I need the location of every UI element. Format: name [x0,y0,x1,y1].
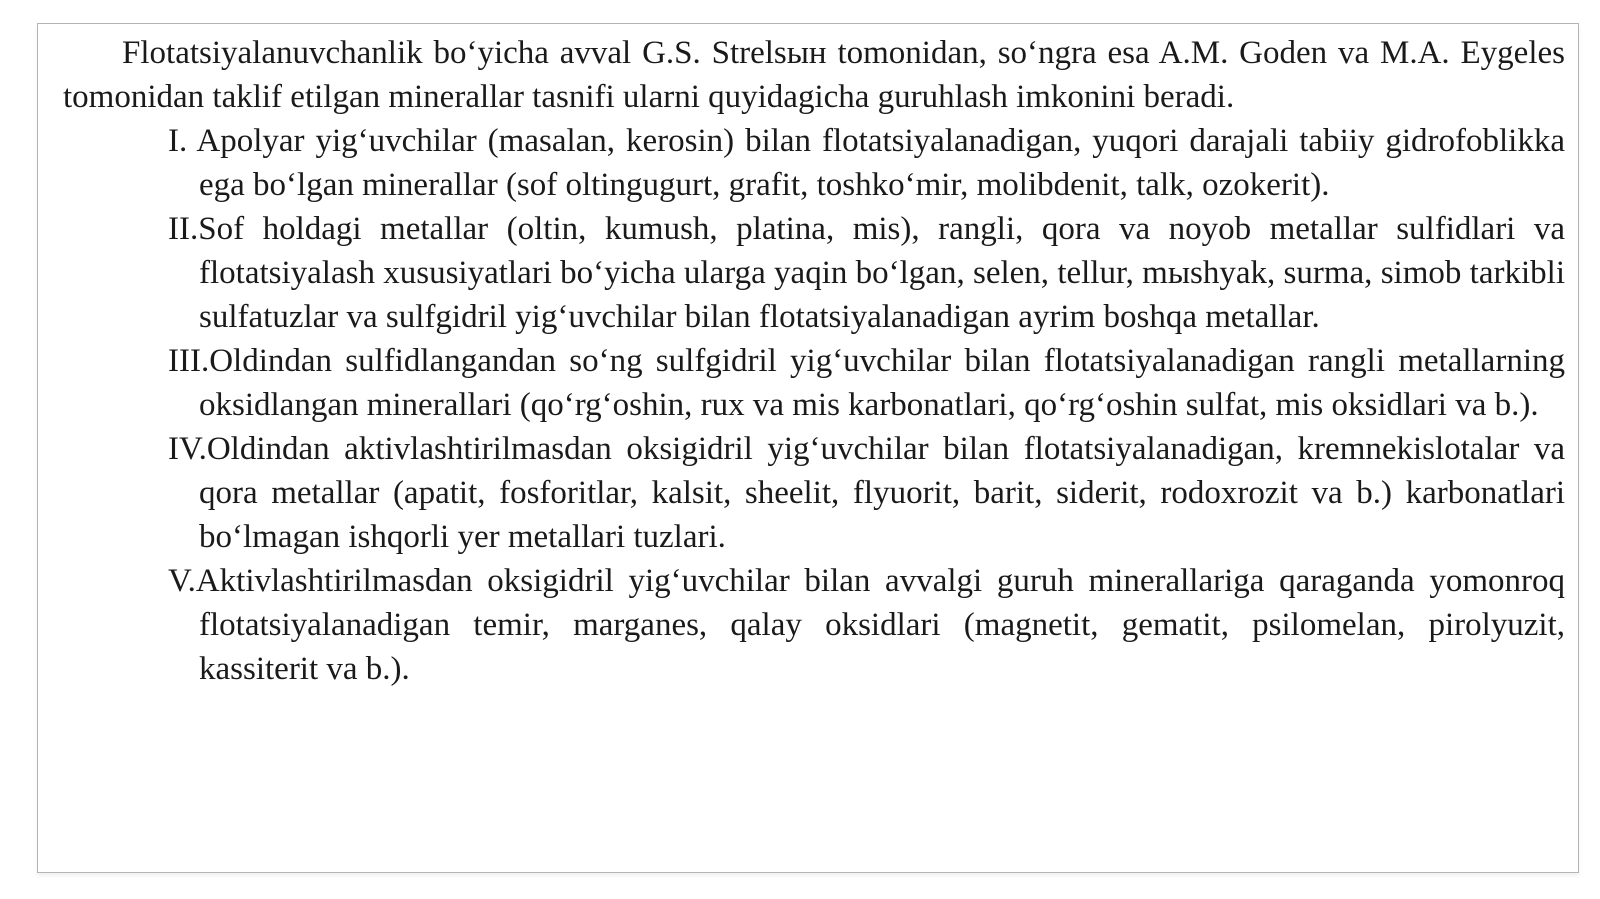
list-item-text: Sof holdagi metallar (oltin, kumush, platina, mis), rangli, qora va noyob metallar sulfidlari va flotatsiyalash xususiyatlari bo‘yicha ularga yaqin bo‘lgan, selen, tellur, mыshyak, surma, simob tarkibli sulfatuzlar va sulfgidril yig‘uvchilar bilan flotatsiyalanadigan ayrim boshqa metallar. [198,211,1565,335]
list-item-text: Oldindan sulfidlangandan so‘ng sulfgidril yig‘uvchilar bilan flotatsiyalanadigan rangli metallarning oksidlangan minerallari (qo‘rg‘oshin, rux va mis karbonatlari, qo‘rg‘oshin sulfat, mis oksidlari va b.). [199,343,1565,423]
list-item-number: V. [168,563,196,599]
document-content [63,31,1565,691]
list-item [63,119,1565,207]
list-item [63,427,1565,559]
list-item [63,559,1565,691]
classification-list [63,119,1565,691]
list-item-text: Aktivlashtirilmasdan oksigidril yig‘uvchilar bilan avvalgi guruh minerallariga qaraganda yomonroq flotatsiyalanadigan temir, marganes, qalay oksidlari (magnetit, gematit, psilomelan, pirolyuzit, kassiterit va b.). [195,563,1565,687]
list-item-number: IV. [168,431,207,467]
list-item-text: Apolyar yig‘uvchilar (masalan, kerosin) bilan flotatsiyalanadigan, yuqori darajali tabiiy gidrofoblikka ega bo‘lgan minerallar (sof oltingugurt, grafit, toshko‘mir, molibdenit, talk, ozokerit). [196,123,1565,203]
list-item-number: III. [168,343,210,379]
intro-paragraph: Flotatsiyalanuvchanlik bo‘yicha avval G.S. Strelsын tomonidan, so‘ngra esa A.M. Goden va M.A. Eygeles tomonidan taklif etilgan minerallar tasnifi ularni quyidagicha guruhlash imkonini beradi. [63,35,1565,115]
list-item [63,207,1565,339]
list-item-number: II. [168,211,199,247]
list-item-number: I. [168,123,197,159]
list-item-text: Oldindan aktivlashtirilmasdan oksigidril yig‘uvchilar bilan flotatsiyalanadigan, kremnekislotalar va qora metallar (apatit, fosforitlar, kalsit, sheelit, flyuorit, barit, siderit, rodoxrozit va b.) karbonatlari bo‘lmagan ishqorli yer metallari tuzlari. [199,431,1565,555]
list-item [63,339,1565,427]
